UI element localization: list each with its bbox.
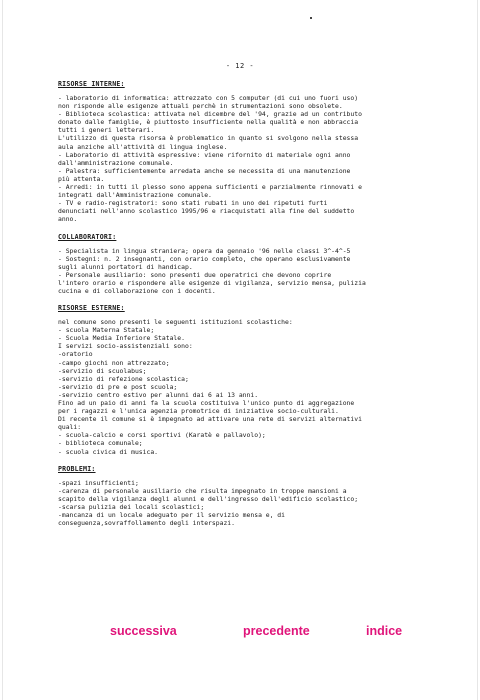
text-line: donato dalle famiglie, è piuttosto insufficiente nella qualità e non abbraccia [58,118,359,127]
section [58,80,438,224]
text-line: -servizio di refezione scolastica; [58,374,189,383]
text-line: - biblioteca comunale; [58,439,143,448]
text-line: -servizio di scuolabus; [58,366,147,375]
previous-page-link[interactable]: precedente [243,624,310,638]
text-line: anno. [58,215,78,224]
text-line: non risponde alle esigenze attuali perchè in strumentazioni sono obsolete. [58,102,343,111]
text-line: Di recente il comune si è impegnato ad attivare una rete di servizi alternativi [58,415,362,424]
text-line: denunciati nell'anno scolastico 1995/96 e riacquistati alla fine del suddetto [58,207,355,216]
text-line: - scuola Materna Statale; [58,326,155,335]
section-heading: RISORSE ESTERNE: [58,304,125,313]
text-line: cucina e di collaborazione con i docenti. [58,286,216,295]
text-line: sugli alunni portatori di handicap. [58,262,193,271]
text-line: -scarsa pulizia dei locali scolastici; [58,502,205,511]
section [58,465,438,528]
text-line: quali: [58,423,82,432]
text-line: più attenta. [58,174,105,183]
text-line: nel comune sono presenti le seguenti istituzioni scolastiche: [58,318,293,327]
text-line: - laboratorio di informatica: attrezzato con 5 computer (di cui uno fuori uso) [58,94,359,102]
text-line: tutti i generi letterari. [58,126,155,135]
text-line: - Personale ausiliario: sono presenti due operatrici che devono coprire [58,270,332,279]
text-line: - Arredi: in tutti il plesso sono appena sufficienti e parzialmente rinnovati e [58,183,362,192]
section [58,233,438,296]
scan-speck [310,17,312,19]
text-line: aula anziche all'attività di lingua inglese. [58,142,228,151]
text-line: I servizi socio-assistenziali sono: [58,342,193,351]
next-page-link[interactable]: successiva [110,624,177,638]
text-line: -carenza di personale ausiliario che risulta impegnato in troppe mansioni a [58,486,347,495]
text-line: dall'amministrazione comunale. [58,158,174,167]
text-line: - Laboratorio di attività espressive: viene rifornito di materiale ogni anno [58,150,351,159]
section-heading: RISORSE INTERNE: [58,80,125,88]
text-line: - scuola-calcio e corsi sportivi (Karatè e pallavolo); [58,431,266,440]
scan-edge-left [2,0,3,700]
text-line: per i ragazzi e l'unica agenzia promotrice di iniziative socio-culturali. [58,407,339,416]
text-line: - Biblioteca scolastica: attivata nel dicembre del '94, grazie ad un contributo [58,110,362,119]
text-line: -campo giochi non attrezzato; [58,358,170,367]
text-line: -oratorio [58,350,93,359]
text-line: - Scuola Media Inferiore Statale. [58,334,185,343]
section [58,304,438,456]
text-line: - TV e radio-registratori: sono stati rubati in uno dei ripetuti furti [58,199,328,208]
text-line: - Specialista in lingua straniera; opera da gennaio '96 nelle classi 3^-4^-5 [58,246,351,255]
text-line: - Palestra: sufficientemente arredata anche se necessita di una manutenzione [58,166,351,175]
text-line: -servizio centro estivo per alunni dai 6 ai 13 anni. [58,390,259,399]
document-body [58,80,438,536]
text-line: l'intero orario e rispondere alle esigenze di vigilanza, servizio mensa, pulizia [58,278,366,287]
navigation-bar [0,624,480,640]
index-link[interactable]: indice [366,624,403,638]
section-heading: PROBLEMI: [58,464,96,473]
page-number: - 12 - [225,62,255,70]
text-line: conseguenza,sovraffollamento degli interspazi. [58,519,235,528]
text-line: -servizio di pre e post scuola; [58,382,178,391]
text-line: -spazi insufficienti; [58,478,139,487]
text-line: L'utilizzo di questa risorsa è problematico in quanto si svolgono nella stessa [58,134,359,143]
section-heading: COLLABORATORI: [58,232,117,241]
text-line: integrati dall'Amministrazione comunale. [58,191,212,200]
text-line: -mancanza di un locale adeguato per il servizio mensa e, di [58,511,286,520]
text-line: - Sostegni: n. 2 insegnanti, con orario completo, che operano esclusivamente [58,254,351,263]
text-line: - scuola civica di musica. [58,447,159,456]
scan-edge-right [477,0,478,700]
text-line: scapito della vigilanza degli alunni e dell'ingresso dell'edificio scolastico; [58,494,359,503]
text-line: Fino ad un paio di anni fa la scuola costituiva l'unico punto di aggregazione [58,399,355,407]
